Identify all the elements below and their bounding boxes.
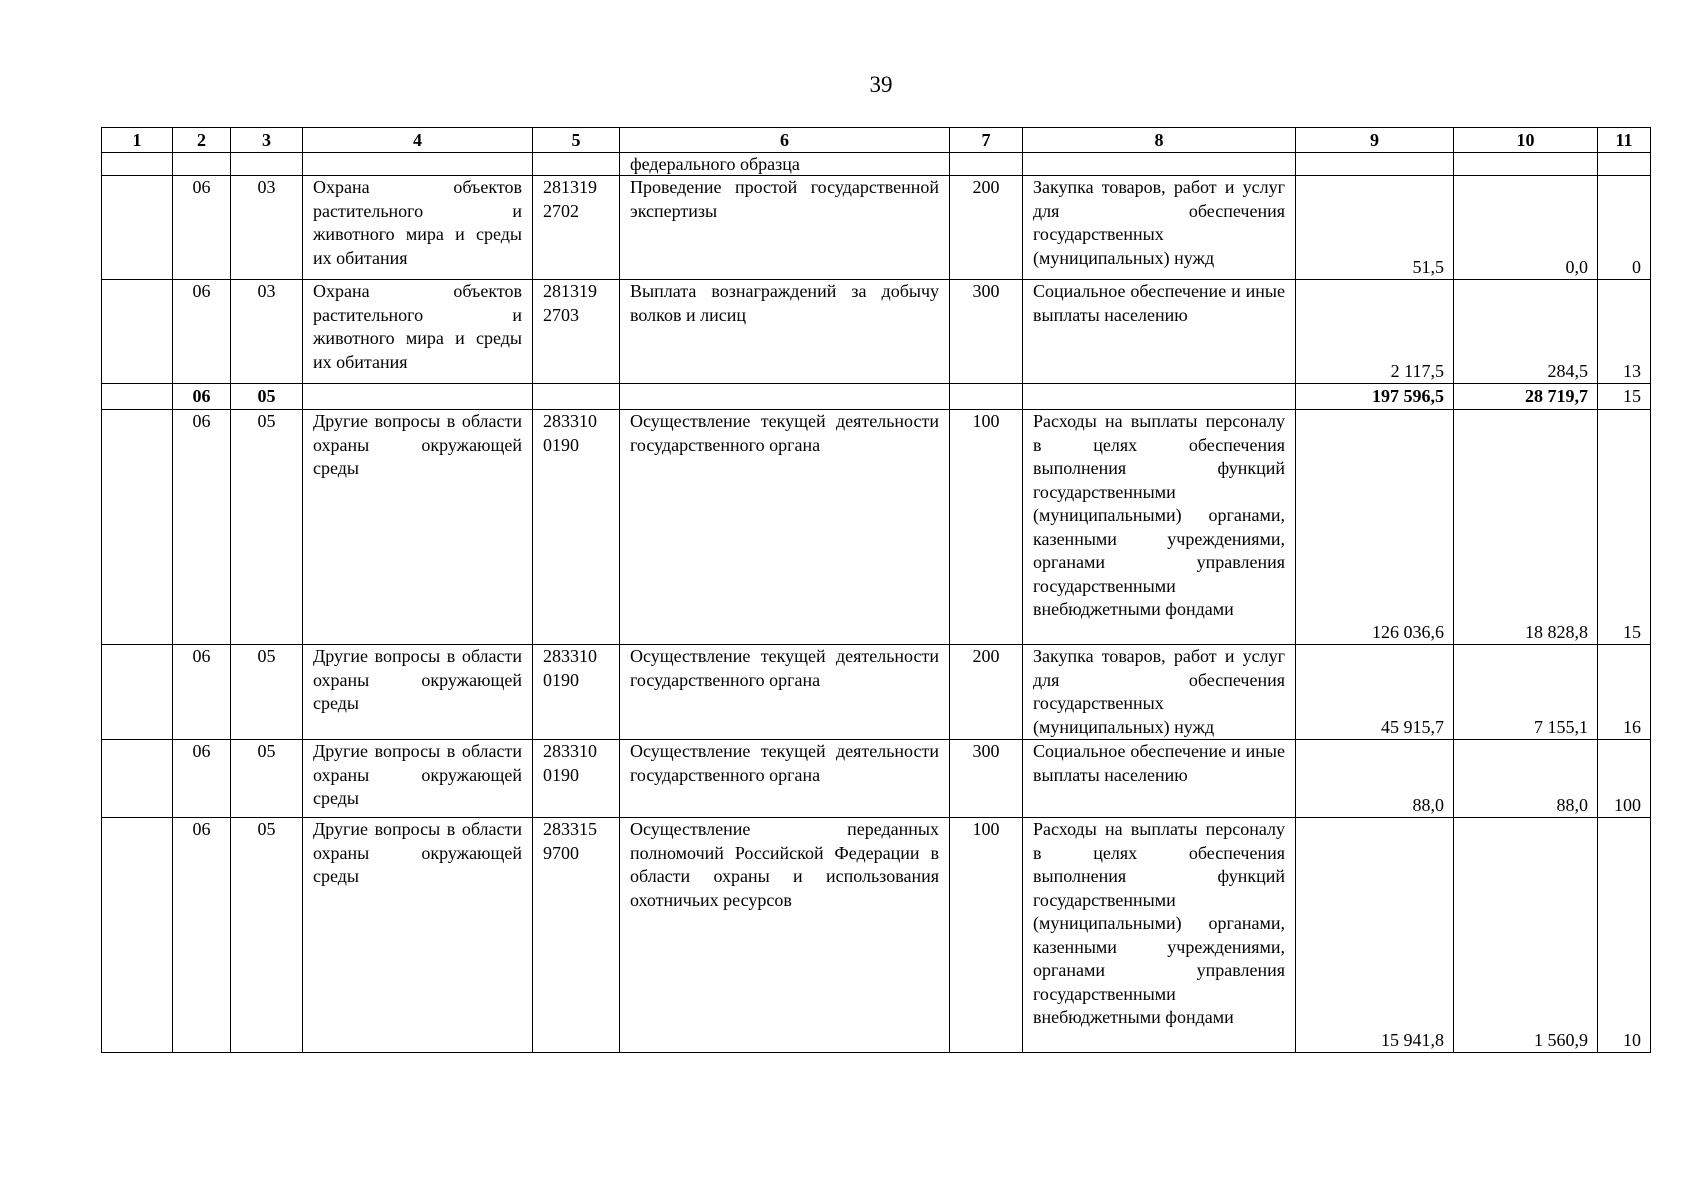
table-row bbox=[102, 645, 1651, 740]
cell-subsection: 05 bbox=[231, 818, 303, 1053]
cell-section-name: Другие вопросы в области охраны окружающей среды bbox=[303, 740, 533, 818]
cell-plan: 15 941,8 bbox=[1296, 818, 1454, 1053]
budget-table bbox=[101, 127, 1651, 1053]
header-cell: 7 bbox=[950, 128, 1023, 153]
cell-section: 06 bbox=[173, 818, 231, 1053]
header-row bbox=[102, 128, 1651, 153]
cell-subsection: 05 bbox=[231, 384, 303, 410]
table-row bbox=[102, 176, 1651, 280]
cell-expense-type: Социальное обеспечение и иные выплаты населению bbox=[1023, 740, 1296, 818]
cell-percent: 15 bbox=[1598, 384, 1651, 410]
cell-expense-code: 300 bbox=[950, 740, 1023, 818]
header-cell: 3 bbox=[231, 128, 303, 153]
cell-purpose: Выплата вознаграждений за добычу волков и лисиц bbox=[620, 280, 950, 384]
table-row bbox=[102, 410, 1651, 645]
continuation-row bbox=[102, 153, 1651, 176]
table-row bbox=[102, 818, 1651, 1053]
cell-target-code: 283310 0190 bbox=[533, 740, 620, 818]
header-cell: 8 bbox=[1023, 128, 1296, 153]
cell-section-name: Охрана объектов растительного и животного мира и среды их обитания bbox=[303, 280, 533, 384]
cell-expense-code: 300 bbox=[950, 280, 1023, 384]
cell-section-name: Другие вопросы в области охраны окружающей среды bbox=[303, 818, 533, 1053]
cell-actual: 28 719,7 bbox=[1454, 384, 1598, 410]
cell-expense-code: 200 bbox=[950, 176, 1023, 280]
cell-actual: 0,0 bbox=[1454, 176, 1598, 280]
subtotal-row bbox=[102, 384, 1651, 410]
cell-plan: 2 117,5 bbox=[1296, 280, 1454, 384]
cell-target-code: 283315 9700 bbox=[533, 818, 620, 1053]
table-row bbox=[102, 740, 1651, 818]
table-row bbox=[102, 280, 1651, 384]
cell-expense-code: 200 bbox=[950, 645, 1023, 740]
header-cell: 2 bbox=[173, 128, 231, 153]
cell-subsection: 05 bbox=[231, 645, 303, 740]
cell-purpose: Осуществление текущей деятельности государственного органа bbox=[620, 645, 950, 740]
cell-percent: 10 bbox=[1598, 818, 1651, 1053]
cell-expense-code: 100 bbox=[950, 818, 1023, 1053]
cell-percent: 13 bbox=[1598, 280, 1651, 384]
cell-section: 06 bbox=[173, 280, 231, 384]
cell-percent: 16 bbox=[1598, 645, 1651, 740]
cell-target-code: 283310 0190 bbox=[533, 645, 620, 740]
header-cell: 6 bbox=[620, 128, 950, 153]
cell-section-name: Другие вопросы в области охраны окружающей среды bbox=[303, 645, 533, 740]
cell-target-code: 281319 2703 bbox=[533, 280, 620, 384]
header-cell: 1 bbox=[102, 128, 173, 153]
cell-expense-type: Расходы на выплаты персоналу в целях обеспечения выполнения функций государственными (муниципальными) органами, казенными учреждениями, органами управления государственными внебюджетными фондами bbox=[1023, 410, 1296, 645]
cell-actual: 88,0 bbox=[1454, 740, 1598, 818]
cell-purpose: Проведение простой государственной экспертизы bbox=[620, 176, 950, 280]
cell-actual: 284,5 bbox=[1454, 280, 1598, 384]
cell-section: 06 bbox=[173, 176, 231, 280]
cell-subsection: 05 bbox=[231, 410, 303, 645]
cell-actual: 1 560,9 bbox=[1454, 818, 1598, 1053]
cell-actual: 7 155,1 bbox=[1454, 645, 1598, 740]
cell-purpose: Осуществление переданных полномочий Российской Федерации в области охраны и использования охотничьих ресурсов bbox=[620, 818, 950, 1053]
cell-subsection: 05 bbox=[231, 740, 303, 818]
cell-plan: 126 036,6 bbox=[1296, 410, 1454, 645]
header-cell: 9 bbox=[1296, 128, 1454, 153]
header-cell: 5 bbox=[533, 128, 620, 153]
cell-subsection: 03 bbox=[231, 176, 303, 280]
cell-expense-type: Закупка товаров, работ и услуг для обеспечения государственных (муниципальных) нужд bbox=[1023, 176, 1296, 280]
cell-expense-type: Закупка товаров, работ и услуг для обеспечения государственных (муниципальных) нужд bbox=[1023, 645, 1296, 740]
cell-percent: 15 bbox=[1598, 410, 1651, 645]
cell-expense-type: Расходы на выплаты персоналу в целях обеспечения выполнения функций государственными (муниципальными) органами, казенными учреждениями, органами управления государственными внебюджетными фондами bbox=[1023, 818, 1296, 1053]
cell-target-code: 281319 2702 bbox=[533, 176, 620, 280]
cell-purpose: федерального образца bbox=[620, 153, 950, 176]
cell-plan: 51,5 bbox=[1296, 176, 1454, 280]
header-cell: 10 bbox=[1454, 128, 1598, 153]
cell-expense-code: 100 bbox=[950, 410, 1023, 645]
cell-purpose: Осуществление текущей деятельности государственного органа bbox=[620, 410, 950, 645]
cell-percent: 0 bbox=[1598, 176, 1651, 280]
cell-purpose: Осуществление текущей деятельности государственного органа bbox=[620, 740, 950, 818]
cell-percent: 100 bbox=[1598, 740, 1651, 818]
cell-target-code: 283310 0190 bbox=[533, 410, 620, 645]
cell-expense-type: Социальное обеспечение и иные выплаты населению bbox=[1023, 280, 1296, 384]
cell-section: 06 bbox=[173, 645, 231, 740]
cell-section-name: Другие вопросы в области охраны окружающей среды bbox=[303, 410, 533, 645]
header-cell: 4 bbox=[303, 128, 533, 153]
cell-section: 06 bbox=[173, 410, 231, 645]
cell-actual: 18 828,8 bbox=[1454, 410, 1598, 645]
cell-section: 06 bbox=[173, 384, 231, 410]
cell-plan: 197 596,5 bbox=[1296, 384, 1454, 410]
cell-section-name: Охрана объектов растительного и животного мира и среды их обитания bbox=[303, 176, 533, 280]
cell-plan: 88,0 bbox=[1296, 740, 1454, 818]
cell-plan: 45 915,7 bbox=[1296, 645, 1454, 740]
cell-section: 06 bbox=[173, 740, 231, 818]
cell-subsection: 03 bbox=[231, 280, 303, 384]
page-number: 39 bbox=[869, 72, 893, 97]
header-cell: 11 bbox=[1598, 128, 1651, 153]
